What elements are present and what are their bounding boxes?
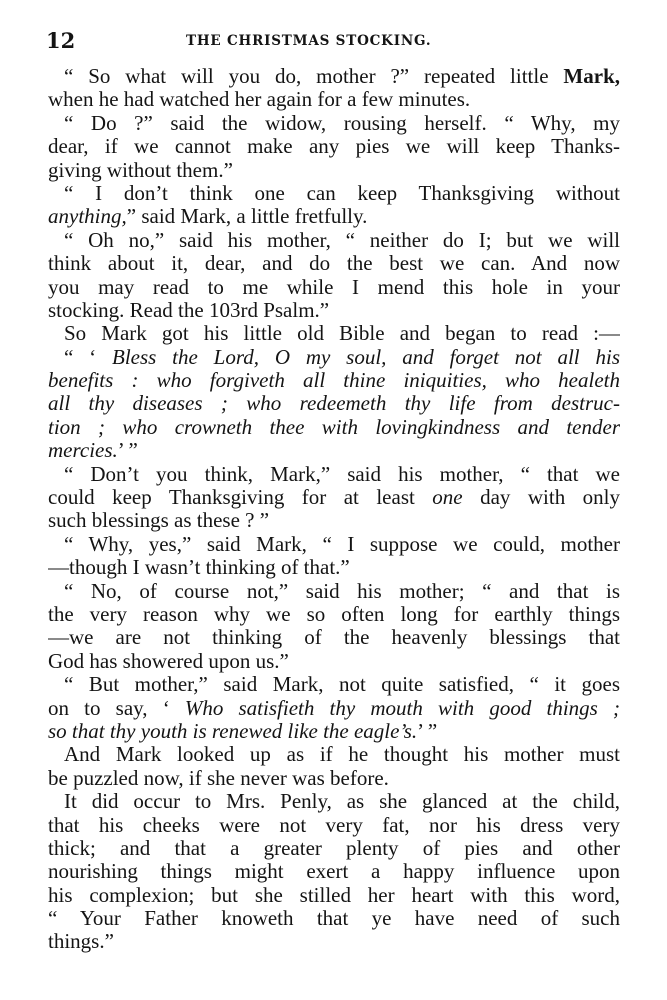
text-line [48,229,620,252]
text-segment: that his cheeks were not very fat, nor his dress very [48,813,620,837]
page-header [46,28,621,52]
text-line [48,346,620,369]
text-segment: “ No, of course not,” said his mother; “ and that is [64,579,620,603]
text-segment: tion ; who crowneth thee with lovingkindness and tender [48,415,620,439]
text-line [48,252,620,275]
text-segment: “ Do ?” said the widow, rousing herself. “ Why, my [64,111,620,135]
text-segment: So Mark got his little old Bible and began to read :— [64,322,620,346]
text-line [48,486,620,509]
text-line [48,416,620,439]
text-segment: dear, if we cannot make any pies we will keep Thanks- [48,135,620,159]
text-segment: such blessings as these ? ” [48,509,270,533]
text-segment: “ But mother,” said Mark, not quite satisfied, “ it goes [64,673,620,697]
text-segment: nourishing things might exert a happy influence upon [48,860,620,884]
text-segment: “ I don’t think one can keep Thanksgiving without [64,181,620,205]
text-segment: mercies. [48,439,118,463]
text-segment: It did occur to Mrs. Penly, as she glanced at the child, [64,790,620,814]
text-line [48,65,620,88]
text-line [48,392,620,415]
text-segment: “ Your Father knoweth that ye have need of such [48,907,620,931]
text-line [48,439,620,462]
text-segment: stocking. Read the 103rd Psalm.” [48,298,330,322]
text-line [48,112,620,135]
text-segment: “ ‘ [64,345,112,369]
text-segment: “ So what will you do, mother ?” repeated little [64,65,564,88]
running-title: THE CHRISTMAS STOCKING. [186,33,432,49]
text-line [48,884,620,907]
text-line [48,814,620,837]
text-line [48,907,620,930]
text-line [48,860,620,883]
text-line [48,767,620,790]
text-segment: giving without them.” [48,158,233,182]
text-segment: —we are not thinking of the heavenly blessings that [48,626,620,650]
text-line [48,533,620,556]
text-line [48,276,620,299]
text-line [48,205,620,228]
text-segment: Bless the Lord, O my soul, and forget not all his [112,345,620,369]
text-segment: all thy diseases ; who redeemeth thy life from destruc- [48,392,620,416]
text-segment: his complexion; but she stilled her heart with this word, [48,883,620,907]
text-segment: one [432,486,463,510]
text-segment: “ Don’t you think, Mark,” said his mother, “ that we [64,462,620,486]
text-line [48,697,620,720]
text-segment: ” said Mark, a little fretfully. [126,205,368,229]
text-line [48,463,620,486]
text-line [48,509,620,532]
text-segment: the very reason why we so often long for earthly things [48,602,620,626]
text-segment: ’ ” [417,719,438,743]
text-line [48,837,620,860]
text-segment: could keep Thanksgiving for at least [48,486,433,510]
text-segment: when he had watched her again for a few minutes. [48,88,471,112]
text-segment: so that thy youth is renewed like the eagle’s. [48,719,418,743]
text-line [48,322,620,345]
text-segment: Mark, [563,65,620,88]
text-line [48,720,620,743]
text-segment: benefits : who forgiveth all thine iniquities, who healeth [48,369,620,393]
text-segment: ’ ” [117,439,138,463]
text-segment: “ Oh no,” said his mother, “ neither do I; but we will [64,228,620,252]
text-segment: you may read to me while I mend this hole in your [48,275,620,299]
text-segment: things.” [48,930,114,954]
text-line [48,580,620,603]
text-line [48,369,620,392]
text-line [48,930,620,953]
text-segment: anything, [48,205,127,229]
text-segment: be puzzled now, if she never was before. [48,766,389,790]
text-line [48,299,620,322]
text-segment: And Mark looked up as if he thought his mother must [64,743,620,767]
text-segment: Who satisfieth thy mouth with good things ; [184,696,620,720]
text-line [48,603,620,626]
text-segment: God has showered upon us.” [48,649,289,673]
text-line [48,159,620,182]
text-segment: thick; and that a greater plenty of pies and other [48,836,620,860]
text-line [48,673,620,696]
text-segment: day with only [462,486,620,510]
text-line [48,556,620,579]
text-line [48,626,620,649]
text-segment: on to say, ‘ [48,696,185,720]
page-number: 12 [46,28,76,53]
text-line [48,743,620,766]
text-line [48,790,620,813]
text-segment: think about it, dear, and do the best we can. And now [48,252,620,276]
body-text [48,65,620,954]
text-line [48,135,620,158]
text-segment: —though I wasn’t thinking of that.” [48,556,350,580]
text-line [48,650,620,673]
text-line [48,88,620,111]
text-line [48,182,620,205]
text-segment: “ Why, yes,” said Mark, “ I suppose we could, mother [64,532,620,556]
